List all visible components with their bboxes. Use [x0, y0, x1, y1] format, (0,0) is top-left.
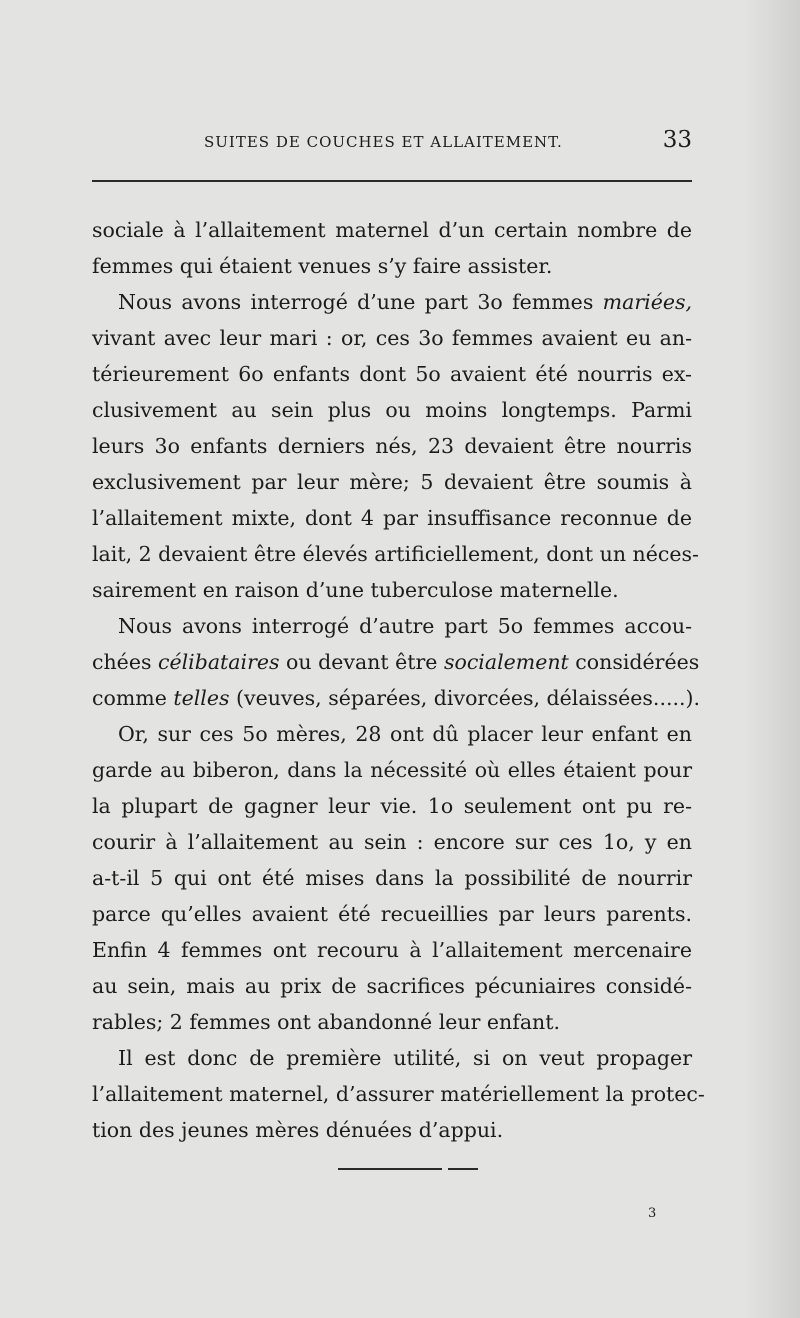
text-run: exclusivement par leur mère; 5 devaient être soumis à	[92, 470, 692, 494]
text-run: considérées	[568, 650, 700, 674]
text-run: lait, 2 devaient être élevés artificiellement, dont un néces-	[92, 542, 699, 566]
signature-mark: 3	[648, 1206, 657, 1221]
text-run: la plupart de gagner leur vie. 1o seulement ont pu re-	[92, 794, 692, 818]
text-line	[92, 716, 692, 752]
text-run: sairement en raison d’une tuberculose maternelle.	[92, 578, 619, 602]
text-line	[92, 500, 692, 536]
text-run: femmes qui étaient venues s’y faire assister.	[92, 254, 553, 278]
text-line	[92, 608, 692, 644]
text-line	[92, 932, 692, 968]
header-rule	[92, 180, 692, 182]
italic-text: mariées,	[602, 290, 692, 314]
text-line	[92, 1076, 705, 1112]
text-run: ou devant être	[279, 650, 444, 674]
text-line	[92, 752, 692, 788]
text-run: Il est donc de première utilité, si on veut propager	[118, 1046, 692, 1070]
italic-text: socialement	[443, 650, 569, 674]
text-run: térieurement 6o enfants dont 5o avaient été nourris ex-	[92, 362, 692, 386]
text-line	[92, 320, 692, 356]
text-run: courir à l’allaitement au sein : encore sur ces 1o, y en	[92, 830, 692, 854]
text-line	[92, 536, 699, 572]
page-number: 33	[662, 127, 692, 153]
text-line	[92, 644, 700, 680]
closing-rule	[338, 1168, 478, 1170]
page-edge-shadow	[742, 0, 800, 1318]
text-run: rables; 2 femmes ont abandonné leur enfant.	[92, 1010, 560, 1034]
text-line	[92, 284, 692, 320]
text-run: Or, sur ces 5o mères, 28 ont dû placer leur enfant en	[118, 722, 692, 746]
text-run: leurs 3o enfants derniers nés, 23 devaient être nourris	[92, 434, 692, 458]
text-run: a-t-il 5 qui ont été mises dans la possibilité de nourrir	[92, 866, 692, 890]
text-run: vivant avec leur mari : or, ces 3o femmes avaient eu an-	[92, 326, 692, 350]
text-run: (veuves, séparées, divorcées, délaissées.....).	[229, 686, 701, 710]
text-line	[92, 896, 692, 932]
text-run: Nous avons interrogé d’autre part 5o femmes accou-	[118, 614, 692, 638]
italic-text: célibataires	[157, 650, 280, 674]
text-line	[92, 824, 692, 860]
text-line	[92, 428, 692, 464]
text-run: parce qu’elles avaient été recueillies par leurs parents.	[92, 902, 692, 926]
text-line	[92, 968, 692, 1004]
text-line	[92, 1112, 692, 1148]
text-line	[92, 680, 701, 716]
text-line	[92, 248, 692, 284]
running-title: SUITES DE COUCHES ET ALLAITEMENT.	[204, 133, 563, 151]
text-line	[92, 572, 692, 608]
text-line	[92, 464, 692, 500]
text-line	[92, 860, 692, 896]
text-run: au sein, mais au prix de sacrifices pécuniaires considé-	[92, 974, 692, 998]
body-text	[92, 212, 705, 1148]
closing-rule-gap	[442, 1167, 448, 1171]
text-line	[92, 356, 692, 392]
text-run: garde au biberon, dans la nécessité où elles étaient pour	[92, 758, 692, 782]
text-line	[92, 1004, 692, 1040]
running-header	[92, 124, 692, 158]
text-run: chées	[92, 650, 158, 674]
text-run: l’allaitement maternel, d’assurer matériellement la protec-	[92, 1082, 705, 1106]
text-line	[92, 212, 692, 248]
italic-text: telles	[173, 686, 230, 710]
text-run: Nous avons interrogé d’une part 3o femmes	[118, 290, 603, 314]
text-run: l’allaitement mixte, dont 4 par insuffisance reconnue de	[92, 506, 692, 530]
text-line	[92, 788, 692, 824]
text-run: comme	[92, 686, 174, 710]
text-run: sociale à l’allaitement maternel d’un certain nombre de	[92, 218, 692, 242]
text-run: tion des jeunes mères dénuées d’appui.	[92, 1118, 504, 1142]
text-run: clusivement au sein plus ou moins longtemps. Parmi	[92, 398, 692, 422]
text-line	[92, 392, 692, 428]
text-run: Enfin 4 femmes ont recouru à l’allaitement mercenaire	[92, 938, 692, 962]
text-line	[92, 1040, 692, 1076]
